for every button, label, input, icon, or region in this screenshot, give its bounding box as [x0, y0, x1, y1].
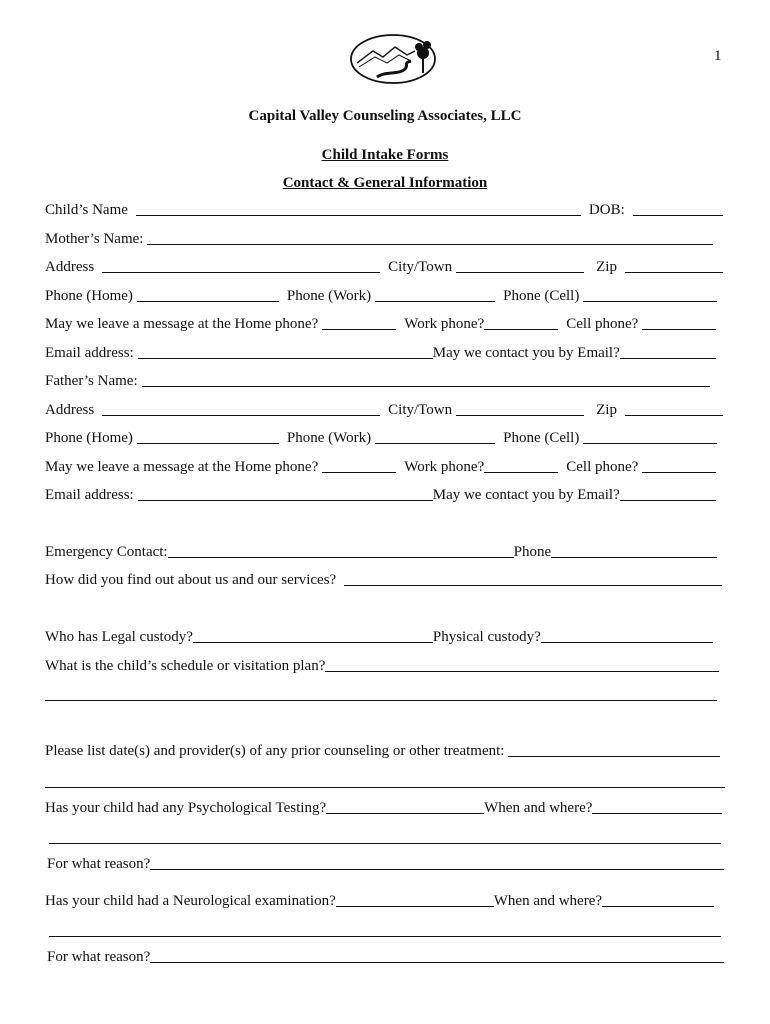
- address-label: Address: [45, 259, 95, 275]
- mother-phone-cell-field[interactable]: [583, 301, 717, 302]
- mother-name-label: Mother’s Name:: [45, 231, 144, 247]
- legal-custody-field[interactable]: [193, 642, 433, 643]
- father-message-work-field[interactable]: [484, 472, 558, 473]
- neuro-reason-field[interactable]: [150, 962, 724, 963]
- for-what-reason-label: For what reason?: [47, 856, 151, 872]
- father-city-field[interactable]: [456, 415, 584, 416]
- psych-testing-label: Has your child had any Psychological Testing?: [45, 800, 327, 816]
- when-where-label: When and where?: [493, 893, 603, 909]
- psych-continuation-line[interactable]: [49, 843, 721, 844]
- father-message-cell-field[interactable]: [642, 472, 716, 473]
- zip-label: Zip: [596, 402, 617, 418]
- prior-counseling-row: [45, 741, 727, 761]
- neuro-exam-label: Has your child had a Neurological examination?: [45, 893, 336, 909]
- father-phone-work-field[interactable]: [375, 443, 495, 444]
- father-address-field[interactable]: [102, 415, 380, 416]
- legal-custody-label: Who has Legal custody?: [45, 629, 193, 645]
- father-name-row: [45, 371, 727, 391]
- organization-name: Capital Valley Counseling Associates, LLC: [248, 108, 522, 124]
- custody-row: [45, 627, 727, 647]
- mother-city-field[interactable]: [456, 272, 584, 273]
- father-phone-home-field[interactable]: [137, 443, 279, 444]
- physical-custody-field[interactable]: [541, 642, 713, 643]
- for-what-reason-label: For what reason?: [47, 949, 151, 965]
- emergency-contact-row: [45, 542, 727, 562]
- how-find-field[interactable]: [344, 585, 722, 586]
- emergency-contact-field[interactable]: [168, 557, 514, 558]
- message-home-label: May we leave a message at the Home phone?: [45, 459, 319, 475]
- referral-row: [45, 570, 727, 590]
- work-phone-label: Work phone?: [404, 316, 485, 332]
- emergency-contact-label: Emergency Contact:: [45, 544, 168, 560]
- schedule-field[interactable]: [325, 671, 719, 672]
- mother-message-row: [45, 314, 727, 334]
- father-phone-row: [45, 428, 727, 448]
- psych-reason-row: [47, 854, 725, 874]
- neuro-reason-row: [47, 947, 725, 967]
- contact-email-label: May we contact you by Email?: [432, 345, 620, 361]
- father-phone-cell-field[interactable]: [583, 443, 717, 444]
- physical-custody-label: Physical custody?: [432, 629, 541, 645]
- mother-message-work-field[interactable]: [484, 329, 558, 330]
- emergency-phone-field[interactable]: [551, 557, 717, 558]
- dob-field[interactable]: [633, 215, 723, 216]
- prior-counseling-label: Please list date(s) and provider(s) of any prior counseling or other treatment:: [45, 743, 505, 759]
- neuro-exam-field[interactable]: [336, 906, 494, 907]
- child-name-field[interactable]: [136, 215, 581, 216]
- mother-name-field[interactable]: [147, 244, 713, 245]
- section-title: Contact & General Information: [282, 175, 488, 191]
- mother-contact-email-field[interactable]: [620, 358, 716, 359]
- city-town-label: City/Town: [388, 259, 453, 275]
- child-name-row: [45, 200, 727, 220]
- mother-phone-work-field[interactable]: [375, 301, 495, 302]
- mother-message-home-field[interactable]: [322, 329, 396, 330]
- work-phone-label: Work phone?: [404, 459, 485, 475]
- city-town-label: City/Town: [388, 402, 453, 418]
- mother-zip-field[interactable]: [625, 272, 723, 273]
- mother-email-row: [45, 343, 727, 363]
- mother-address-row: [45, 257, 727, 277]
- zip-label: Zip: [596, 259, 617, 275]
- schedule-label: What is the child’s schedule or visitation plan?: [45, 658, 326, 674]
- email-address-label: Email address:: [45, 345, 134, 361]
- child-name-label: Child’s Name: [45, 202, 128, 218]
- father-name-field[interactable]: [142, 386, 710, 387]
- mother-address-field[interactable]: [102, 272, 380, 273]
- neuro-continuation-line[interactable]: [49, 936, 721, 937]
- message-home-label: May we leave a message at the Home phone?: [45, 316, 319, 332]
- neuro-when-where-field[interactable]: [602, 906, 714, 907]
- father-message-row: [45, 457, 727, 477]
- dob-label: DOB:: [588, 202, 625, 218]
- mother-email-field[interactable]: [138, 358, 433, 359]
- schedule-continuation-line[interactable]: [45, 700, 717, 701]
- phone-cell-label: Phone (Cell): [503, 430, 580, 446]
- father-name-label: Father’s Name:: [45, 373, 138, 389]
- how-find-label: How did you find out about us and our services?: [45, 572, 337, 588]
- father-email-field[interactable]: [138, 500, 433, 501]
- father-email-row: [45, 485, 727, 505]
- mother-phone-row: [45, 286, 727, 306]
- phone-work-label: Phone (Work): [286, 430, 372, 446]
- valley-logo-icon: [349, 33, 437, 85]
- cell-phone-label: Cell phone?: [566, 459, 639, 475]
- phone-label: Phone: [513, 544, 552, 560]
- prior-counseling-continuation-line[interactable]: [45, 787, 725, 788]
- phone-cell-label: Phone (Cell): [503, 288, 580, 304]
- when-where-label: When and where?: [484, 800, 593, 816]
- phone-home-label: Phone (Home): [45, 288, 133, 304]
- form-title: Child Intake Forms: [321, 147, 449, 163]
- father-message-home-field[interactable]: [322, 472, 396, 473]
- psych-when-where-field[interactable]: [592, 813, 722, 814]
- contact-email-label: May we contact you by Email?: [432, 487, 620, 503]
- mother-name-row: [45, 229, 727, 249]
- page-number: 1: [714, 48, 722, 64]
- address-label: Address: [45, 402, 95, 418]
- father-zip-field[interactable]: [625, 415, 723, 416]
- father-address-row: [45, 400, 727, 420]
- psych-testing-field[interactable]: [326, 813, 484, 814]
- psych-reason-field[interactable]: [150, 869, 724, 870]
- neuro-exam-row: [45, 891, 727, 911]
- email-address-label: Email address:: [45, 487, 134, 503]
- cell-phone-label: Cell phone?: [566, 316, 639, 332]
- father-contact-email-field[interactable]: [620, 500, 716, 501]
- mother-phone-home-field[interactable]: [137, 301, 279, 302]
- psych-testing-row: [45, 798, 727, 818]
- phone-work-label: Phone (Work): [286, 288, 372, 304]
- phone-home-label: Phone (Home): [45, 430, 133, 446]
- mother-message-cell-field[interactable]: [642, 329, 716, 330]
- schedule-row: [45, 656, 727, 676]
- prior-counseling-field[interactable]: [508, 756, 720, 757]
